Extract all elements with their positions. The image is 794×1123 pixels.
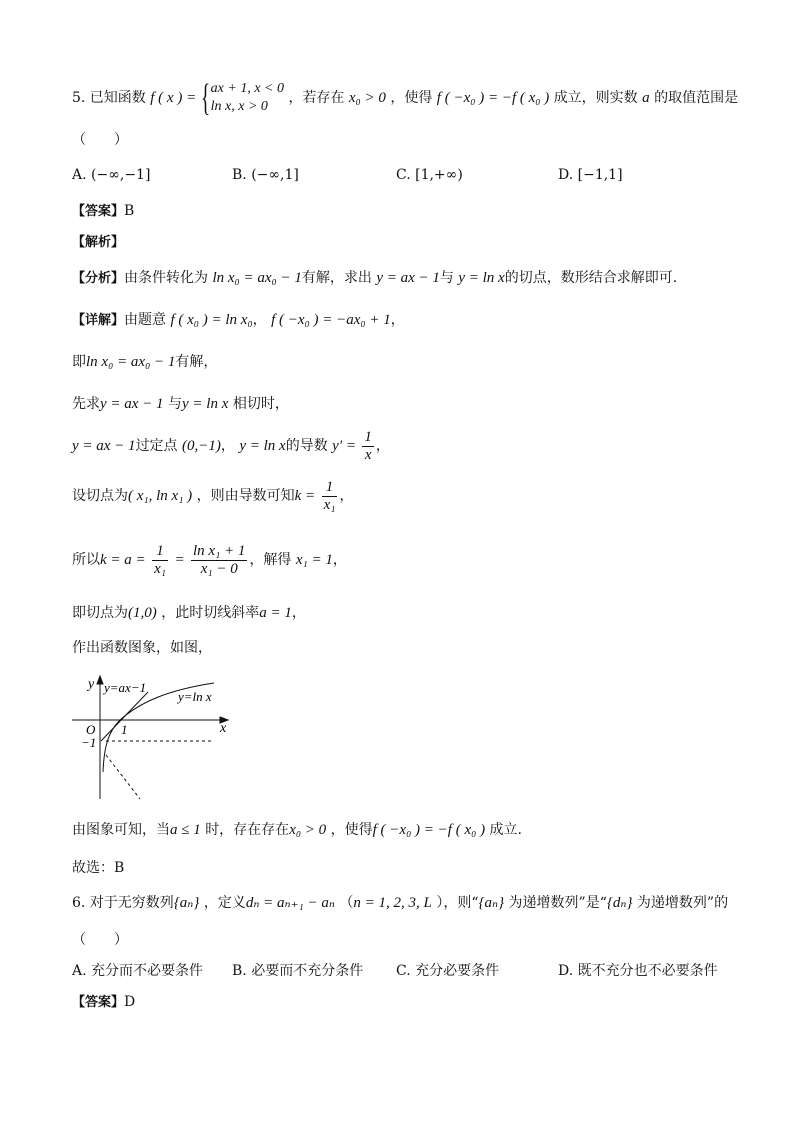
q6-option-d: D. 既不充分也不必要条件 — [558, 963, 718, 979]
analysis-label: 【解析】 — [72, 235, 125, 250]
q6-option-b: B. 必要而不充分条件 — [232, 963, 364, 979]
q5-case2: ln x, x > 0 — [210, 99, 268, 114]
line-a: 即ln x₀ = ax₀ − 1有解， — [72, 354, 218, 370]
origin-label: O — [86, 722, 96, 737]
q6-option-a: A. 充分而不必要条件 — [72, 963, 204, 979]
q5-stem: 5. 已知函数 f ( x ) = { ax + 1, x < 0 ln x, x > 0 ，若存在 x₀ > 0 ，使得 f ( −x₀ ) = −f ( x₀ ) 成立，则实数 a 的取值范围是 — [72, 77, 739, 119]
tick-neg1-label: −1 — [81, 735, 97, 750]
q6-option-c: C. 充分必要条件 — [396, 963, 500, 979]
q5-paren: （ ） — [72, 132, 128, 148]
function-graph — [68, 672, 238, 802]
line-d: 设切点为( x₁, ln x₁ ) ，则由导数可知k = $\frac{1}{\text{x₁}}$ ， — [72, 478, 354, 513]
q5-option-b: B. (−∞,1] — [232, 167, 299, 183]
q6-paren: （ ） — [72, 932, 128, 948]
fraction-1-over-x1-b: $\frac{1}{\text{x₁}}$ — [154, 542, 166, 577]
y-axis-arrow — [97, 676, 103, 684]
tangent-extension-dashed — [106, 755, 140, 799]
line-i: 故选：B — [72, 860, 125, 876]
y-axis-label: y — [88, 677, 95, 692]
fraction-slope: $\frac{\text{ln x₁ + 1}}{\text{x₁ − 0}}$ — [193, 542, 246, 577]
x-axis-label: x — [220, 721, 227, 736]
xiangjie-line: 【详解】由题意 f ( x₀ ) = ln x₀， f ( −x₀ ) = −ax₀ + 1， — [72, 312, 405, 328]
line-e: 所以k = a = $\frac{1}{\text{x₁}}$ = $\frac{\text{ln x₁ + 1}}{\text{x₁ − 0}}$ ，解得 x₁ = 1， — [72, 542, 347, 577]
fraction-1-over-x1: $\frac{1}{\text{x₁}}$ — [323, 478, 336, 513]
line-h: 由图象可知，当a ≤ 1 时，存在存在x₀ > 0 ，使得f ( −x₀ ) = −f ( x₀ ) 成立. — [72, 822, 522, 838]
line-f: 即切点为(1,0) ，此时切线斜率a = 1， — [72, 605, 306, 621]
q5-number: 5. 已知函数 — [72, 90, 146, 106]
fraction-1-over-x: $\frac{1}{x}$ — [364, 428, 372, 463]
q6-stem: 6. 对于无穷数列{aₙ} ，定义dₙ = aₙ₊₁ − aₙ （n = 1, 2, 3, L ），则“{aₙ} 为递增数列”是“{dₙ} 为递增数列”的 — [72, 895, 729, 911]
q5-option-d: D. [−1,1] — [558, 167, 623, 183]
answer-6: 【答案】D — [72, 994, 136, 1010]
q5-option-a: A. (−∞,−1] — [72, 167, 151, 183]
q5-case1: ax + 1, x < 0 — [210, 81, 284, 96]
fenxi-line: 【分析】由条件转化为 ln x₀ = ax₀ − 1有解，求出 y = ax − 1与 y = ln x的切点，数形结合求解即可. — [72, 270, 678, 286]
q5-piecewise: { ax + 1, x < 0 ln x, x > 0 — [200, 77, 284, 119]
line-g: 作出函数图象，如图， — [72, 640, 212, 656]
line-c: y = ax − 1过定点 (0,−1)， y = ln x的导数 y′ = $\frac{1}{x}$ ， — [72, 428, 390, 463]
q5-fx: f ( x ) = — [150, 90, 197, 106]
label-tangent: y=ax−1 — [104, 680, 147, 695]
tick-1-label: 1 — [121, 722, 128, 737]
answer-5: 【答案】B — [72, 203, 135, 219]
label-ln: y=ln x — [178, 689, 212, 704]
line-b: 先求y = ax − 1 与y = ln x 相切时， — [72, 396, 289, 412]
q5-option-c: C. [1,+∞) — [396, 167, 463, 183]
